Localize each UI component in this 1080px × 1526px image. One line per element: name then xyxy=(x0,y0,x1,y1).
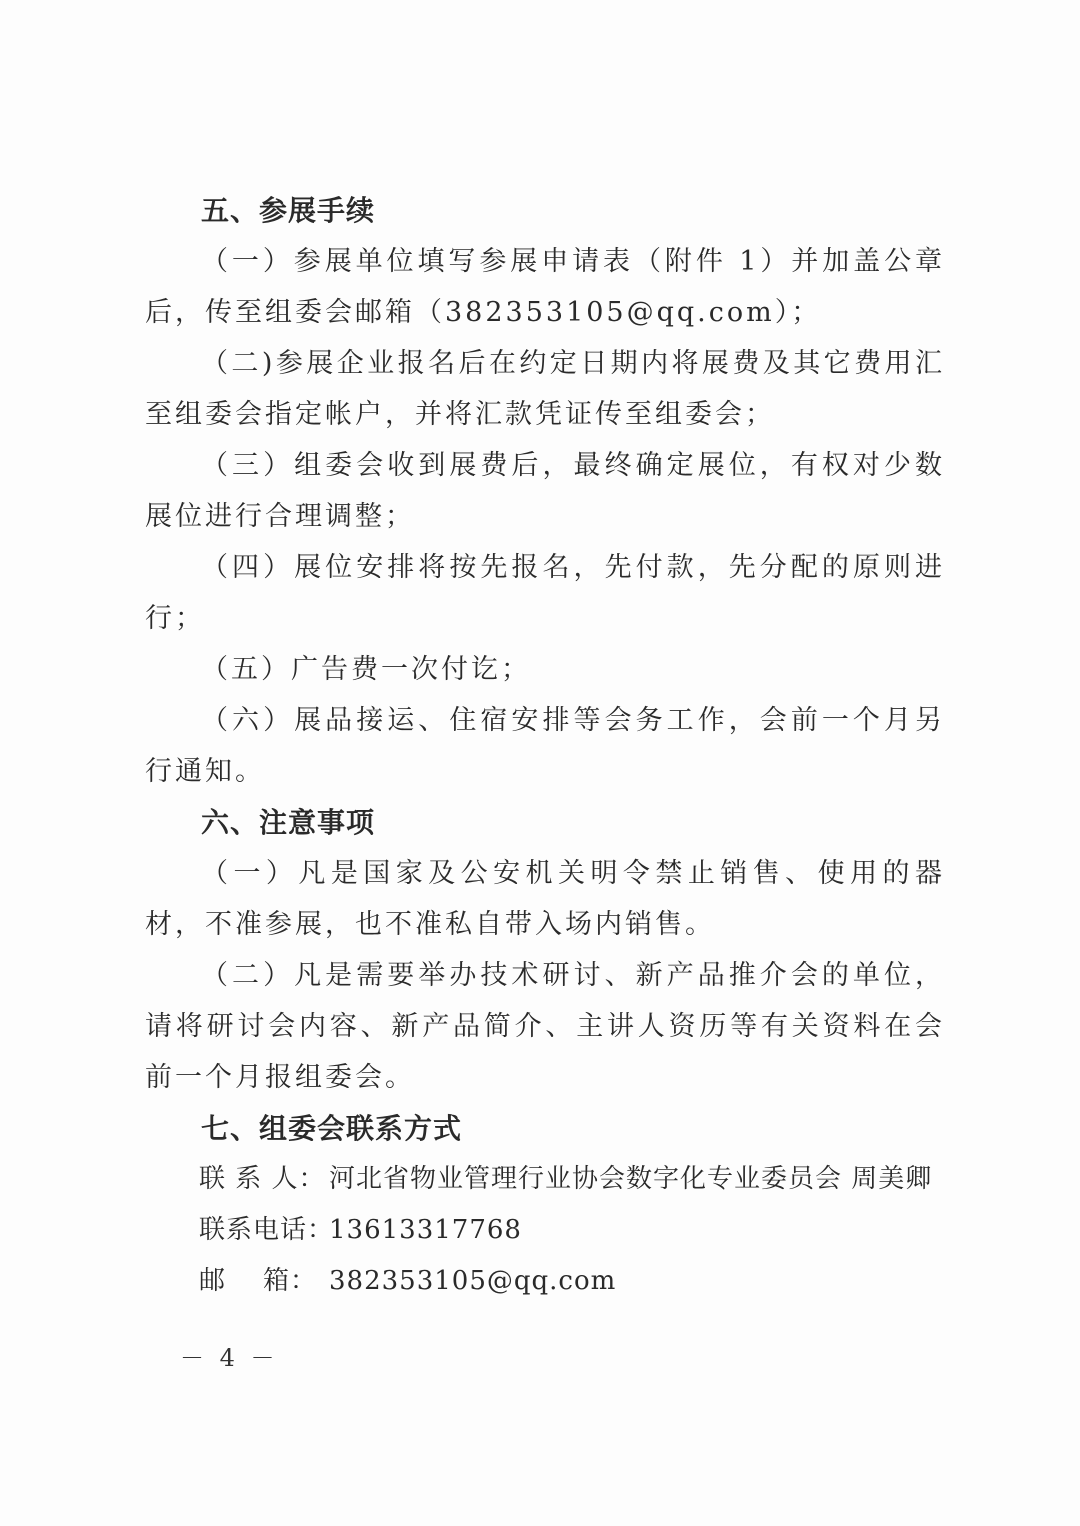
paragraph: （三）组委会收到展费后，最终确定展位，有权对少数展位进行合理调整； xyxy=(145,450,945,532)
section-heading-registration: 五、参展手续 xyxy=(201,194,376,227)
contact-person-label: 联 系 人： xyxy=(199,1164,326,1194)
contact-person-value: 河北省物业管理行业协会数字化专业委员会 周美卿 xyxy=(329,1164,933,1194)
contact-email-value: 382353105@qq.com xyxy=(329,1266,617,1296)
paragraph: （二)参展企业报名后在约定日期内将展费及其它费用汇至组委会指定帐户，并将汇款凭证传至组委会； xyxy=(145,348,945,430)
paragraph: （四）展位安排将按先报名，先付款，先分配的原则进行； xyxy=(145,552,945,634)
contact-person-row xyxy=(145,1154,945,1205)
paragraph: （五）广告费一次付讫； xyxy=(201,654,531,685)
section-heading-notes: 六、注意事项 xyxy=(201,806,376,839)
paragraph: （六）展品接运、住宿安排等会务工作，会前一个月另行通知。 xyxy=(145,705,945,787)
paragraph: （一）凡是国家及公安机关明令禁止销售、使用的器材，不准参展，也不准私自带入场内销售。 xyxy=(145,858,945,940)
contact-phone-value: 13613317768 xyxy=(329,1215,522,1245)
contact-phone-row xyxy=(145,1205,945,1256)
paragraph: （二）凡是需要举办技术研讨、新产品推介会的单位，请将研讨会内容、新产品简介、主讲人资历等有关资料在会前一个月报组委会。 xyxy=(145,960,945,1093)
paragraph: （一）参展单位填写参展申请表（附件 1）并加盖公章后，传至组委会邮箱（382353105@qq.com）； xyxy=(145,246,945,328)
page-number: － 4 － xyxy=(180,1344,279,1372)
contact-email-label: 邮 箱： xyxy=(199,1266,318,1296)
section-heading-contact: 七、组委会联系方式 xyxy=(201,1112,463,1145)
contact-phone-label: 联系电话： xyxy=(199,1215,335,1245)
contact-email-row xyxy=(145,1256,945,1307)
document-body xyxy=(145,185,945,1307)
